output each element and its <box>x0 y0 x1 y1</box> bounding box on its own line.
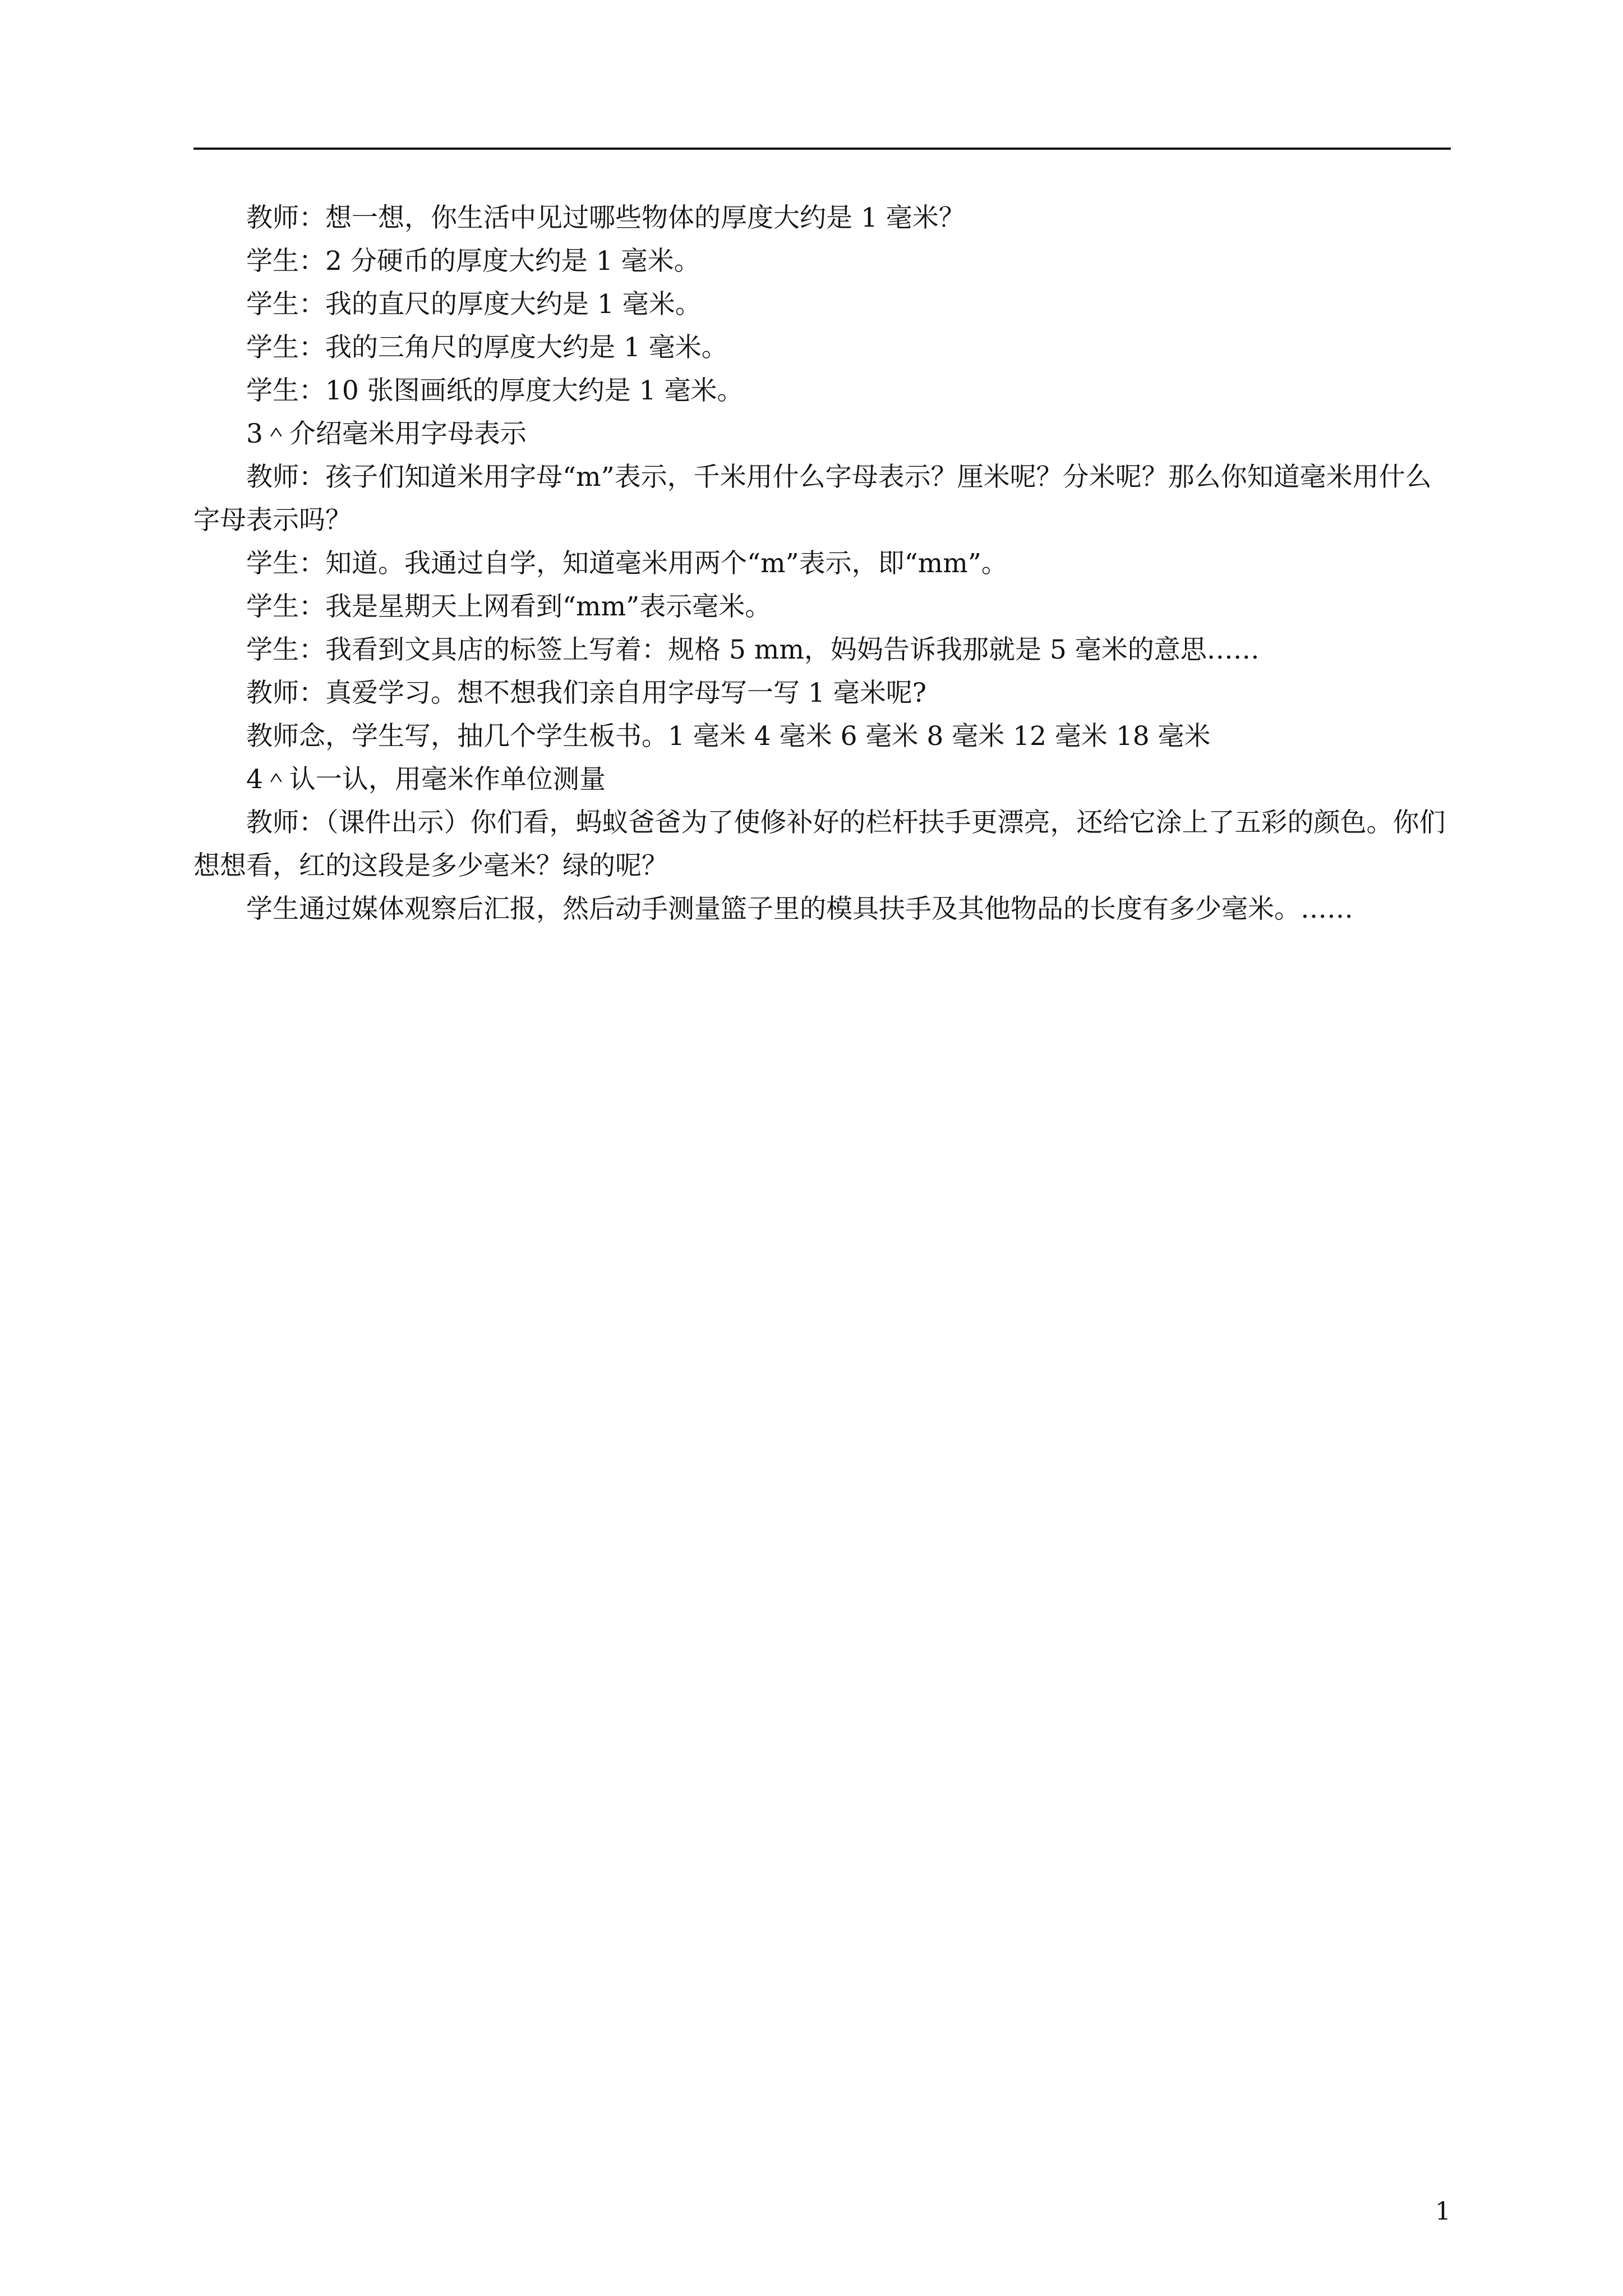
paragraph-teacher-question: 教师：想一想，你生活中见过哪些物体的厚度大约是 1 毫米？ <box>246 203 965 233</box>
paragraph-teacher-question: 教师：（课件出示）你们看，蚂蚁爸爸为了使修补好的栏杆扶手更漂亮，还给它涂上了五彩的颜色。你们想想看，红的这段是多少毫米？绿的呢？ <box>193 807 1446 881</box>
paragraph-classroom-activity: 教师念，学生写，抽几个学生板书。1 毫米 4 毫米 6 毫米 8 毫米 12 毫米 18 毫米 <box>246 721 1211 752</box>
paragraph-student-answer: 学生：我的三角尺的厚度大约是 1 毫米。 <box>246 332 728 363</box>
paragraph-student-answer: 学生：知道。我通过自学，知道毫米用两个“m”表示，即“mm”。 <box>246 548 1008 579</box>
section-heading: 3＾介绍毫米用字母表示 <box>246 418 527 449</box>
document-body <box>193 196 1451 931</box>
paragraph-student-answer: 学生：我的直尺的厚度大约是 1 毫米。 <box>246 289 702 320</box>
paragraph-student-activity: 学生通过媒体观察后汇报，然后动手测量篮子里的模具扶手及其他物品的长度有多少毫米。…… <box>246 894 1353 924</box>
section-heading: 4＾认一认，用毫米作单位测量 <box>246 764 606 795</box>
paragraph-student-answer: 学生：我是星期天上网看到“mm”表示毫米。 <box>246 591 772 622</box>
paragraph-student-answer: 学生：10 张图画纸的厚度大约是 1 毫米。 <box>246 375 744 406</box>
page-number: 1 <box>1435 2197 1451 2226</box>
paragraph-student-answer: 学生：我看到文具店的标签上写着：规格 5 mm，妈妈告诉我那就是 5 毫米的意思…… <box>246 634 1260 665</box>
paragraph-teacher-question: 教师：孩子们知道米用字母“m”表示，千米用什么字母表示？厘米呢？分米呢？那么你知道毫米用什么字母表示吗？ <box>193 462 1432 536</box>
paragraph-student-answer: 学生：2 分硬币的厚度大约是 1 毫米。 <box>246 246 700 277</box>
header-rule <box>193 148 1451 150</box>
paragraph-teacher-remark: 教师：真爱学习。想不想我们亲自用字母写一写 1 毫米呢? <box>246 678 926 708</box>
